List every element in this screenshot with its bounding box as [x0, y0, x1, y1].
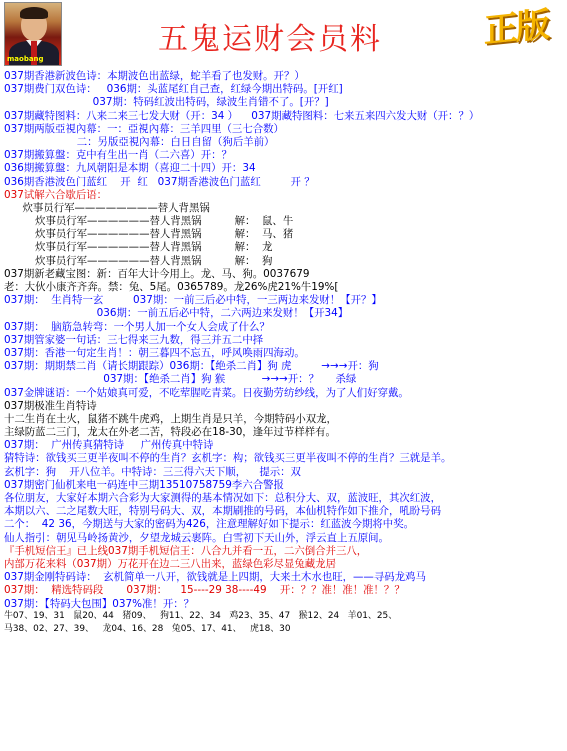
line: 炊事员行军——————替人背黑锅 解： 狗: [21, 254, 273, 267]
line: 037金牌谜语：一个姑娘真可爱，不吃荤腥吃青菜。日夜勤劳纺纱线，为了人们好穿戴。: [3, 386, 409, 399]
line: 二个： 42 36，今期送与大家的密码为426，注意理解好如下提示：红蓝波今期将中奖。: [3, 518, 415, 531]
line: 037期：特码红波出特码，绿波生肖错不了。[开？]: [9, 96, 329, 109]
line: 仙人指引：朝见马岭扬黄沙，夕望龙城云裹阵。白雪初下天山外，浮云直上五原间。: [3, 531, 389, 544]
line: 037期： 生肖特一玄 037期：一前三后必中特，一三两边来发财！【开？】: [3, 294, 382, 307]
line: 037期管家婆一句话：三七得来三九数，得三并五二中择: [3, 333, 264, 346]
line: 猜特诗：欲钱买三更半夜叫不停的生肖？玄机字：构；欲钱买三更半夜叫不停的生肖？三就是羊。: [3, 452, 452, 465]
line: 037期：【特码大包围】037%准！开：？: [3, 597, 195, 610]
line: 037期新老藏宝图：新：百年大计今用上。龙、马、狗。0037679: [3, 267, 310, 280]
line: 二：另版亞視內幕：白日自留（狗后羊前）: [3, 135, 275, 148]
line: 炊事员行军——————替人背黑锅 解： 马、猪: [21, 228, 294, 241]
line: 037期： 脑筋急转弯：一个男人加一个女人会成了什么？: [3, 320, 270, 333]
line: 037期两版亞視內幕：一：亞視內幕：三羊四里（三七合数）: [3, 122, 284, 135]
line: 内部万花来料（037期）万花开在边二三八出来，蓝绿色彩尽显兔藏龙居: [3, 557, 336, 570]
line: 037期搬算盤：克中有生出一肖（二六喜）开：？: [3, 149, 232, 162]
portrait-tag: maobang: [7, 54, 44, 63]
line: 马38、02、27、39、 龙04、16、28 兔05、17、41、 虎18、30: [3, 623, 291, 634]
line: 037期香港新波色诗：本期波色出蓝绿，蛇羊看了也发财。开？）: [3, 70, 305, 82]
line: 炊事员行军————————替人背黑锅: [15, 201, 210, 214]
line: 炊事员行军——————替人背黑锅 解： 龙: [21, 241, 273, 254]
line: 037期： 精选特码段 037期： 15----29 38----49 开：？？准！准！准！？？: [3, 584, 405, 597]
header: [0, 0, 567, 70]
line: 牛07、19、31 鼠20、44 猪09、 狗11、22、34 鸡23、35、47 猴12、24 羊01、25、: [3, 610, 398, 621]
section-heading: 037试解六合歇后语：: [3, 188, 108, 201]
portrait-avatar: [4, 2, 62, 66]
line: 037期费门双色诗： 036期：头蓝尾红自己查，红绿今期出特码。[开红]: [3, 83, 343, 96]
line: 老：大伙小康齐齐奔。禁：兔、5尾。0365789。龙26%虎21%牛19%[: [3, 281, 339, 293]
line: 036期搬算盤：九风朝阳是本期（喜迎二十四）开：34: [3, 162, 256, 175]
line: 036期：一前五后必中特，二六两边来发财！【开34】: [3, 307, 349, 320]
line: 037期： 广州传真猜特诗 广州传真中特诗: [3, 439, 214, 452]
section-heading: 037期极准生肖特诗: [3, 399, 97, 412]
line: 037期：期期禁二肖（请长期跟踪）036期：【绝杀二肖】狗 虎 →→→开：狗: [3, 360, 379, 373]
line: 十二生肖在土火，鼠猪不跳牛虎鸡，上期生肖是只羊，今期特码小双龙，: [3, 412, 337, 425]
line: 037期金刚特码诗： 玄机简单一八开，欲钱就是上四期，大来土木水也旺，——寻码龙鸡马: [3, 571, 426, 584]
line: 037期：香港一句定生肖！：朝三暮四不忘五，呼风唤雨四海动。: [3, 346, 305, 359]
line: 主绿防蓝二三门，龙太在外老二苦，特段必在18-30，逢年过节样样有。: [3, 426, 336, 439]
document-body: [0, 70, 567, 637]
page-title: 五鬼运财会员料: [158, 22, 382, 57]
line: 『手机短信王』已上线037期手机短信王：八合九并看一五，二六倒合并三八，: [3, 544, 368, 557]
line: 玄机字：狗 开八位羊。中特诗：三三得六天下顺， 提示：双: [3, 465, 301, 478]
line: 本期以六、二之尾数大旺，特别号码大、双，本期刷推的号码，本仙机特作如下推介，吼盼号码: [3, 505, 441, 518]
line: 037期藏特图料：八来二来三七发大财（开：34 ） 037期藏特图料：七来五来四六发大财（开：？）: [3, 109, 480, 122]
line: 037期：【绝杀二肖】狗 猴 →→→开：？ 杀绿: [3, 373, 357, 386]
badge-logo: 正版: [484, 4, 548, 52]
line: 036期香港波色门蓝红 开 红 037期香港波色门蓝红 开 ？: [3, 175, 315, 188]
line: 炊事员行军——————替人背黑锅 解： 鼠、牛: [21, 215, 294, 228]
line: 各位朋友，大家好本期六合彩为大家测得的基本情况如下：总积分大、双，蓝波旺，其次红波，: [3, 492, 441, 504]
line: 037期密门仙机来电一码连中三期13510758759李六合警报: [3, 478, 284, 491]
